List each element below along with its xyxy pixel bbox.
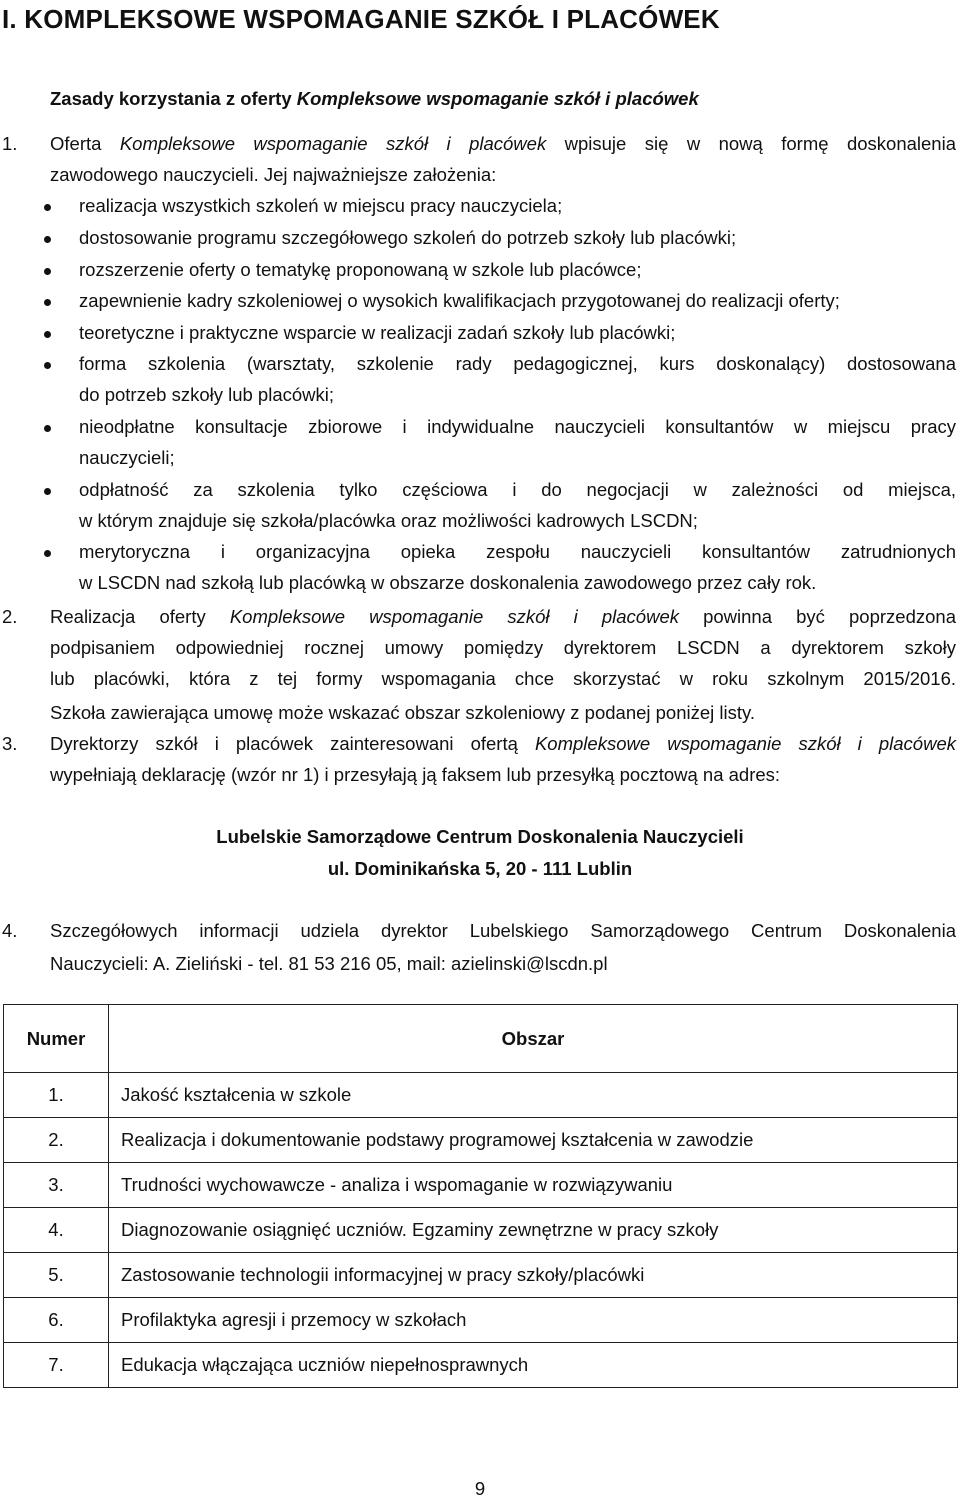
table-row	[4, 1253, 958, 1298]
row-number: 7.	[4, 1343, 109, 1388]
row-number: 2.	[4, 1118, 109, 1163]
item-3-line-1: Dyrektorzy szkół i placówek zainteresowani ofertą Kompleksowe wspomaganie szkół i placówek	[50, 733, 956, 754]
item-4-number: 4.	[2, 920, 18, 941]
row-area: Profilaktyka agresji i przemocy w szkołach	[109, 1298, 958, 1343]
page-number: 9	[474, 1478, 486, 1499]
bullet-item-line: do potrzeb szkoły lub placówki;	[79, 384, 335, 405]
bullet-icon	[44, 425, 51, 432]
bullet-icon	[44, 331, 51, 338]
bullet-item-line: teoretyczne i praktyczne wsparcie w realizacji zadań szkoły lub placówki;	[79, 322, 676, 343]
bullet-item-line: merytoryczna i organizacyjna opieka zespołu nauczycieli konsultantów zatrudnionych	[79, 541, 956, 562]
header-number: Numer	[4, 1005, 109, 1073]
bullet-item-line: forma szkolenia (warsztaty, szkolenie rady pedagogicznej, kurs doskonalący) dostosowana	[79, 353, 956, 374]
bullet-icon	[44, 299, 51, 306]
bullet-item-line: dostosowanie programu szczegółowego szkoleń do potrzeb szkoły lub placówki;	[79, 227, 737, 248]
bullet-item-line: realizacja wszystkich szkoleń w miejscu pracy nauczyciela;	[79, 195, 563, 216]
row-area: Edukacja włączająca uczniów niepełnosprawnych	[109, 1343, 958, 1388]
item-2-number: 2.	[2, 606, 18, 627]
table-row	[4, 1118, 958, 1163]
bullet-icon	[44, 236, 51, 243]
bullet-item-line: nauczycieli;	[79, 447, 175, 468]
bullet-icon	[44, 550, 51, 557]
item-3-line-2: wypełniają deklarację (wzór nr 1) i przesyłają ją faksem lub przesyłką pocztową na adres:	[50, 764, 781, 785]
item-2-line-3: lub placówki, która z tej formy wspomagania chce skorzystać w roku szkolnym 2015/2016.	[50, 668, 956, 689]
item-1-line-1: Oferta Kompleksowe wspomaganie szkół i placówek wpisuje się w nową formę doskonalenia	[50, 133, 956, 154]
item-2-line-1: Realizacja oferty Kompleksowe wspomaganie szkół i placówek powinna być poprzedzona	[50, 606, 956, 627]
row-area: Diagnozowanie osiągnięć uczniów. Egzaminy zewnętrzne w pracy szkoły	[109, 1208, 958, 1253]
bullet-icon	[44, 204, 51, 211]
row-number: 1.	[4, 1073, 109, 1118]
rules-title: Zasady korzystania z oferty Kompleksowe wspomaganie szkół i placówek	[50, 88, 699, 109]
row-area: Zastosowanie technologii informacyjnej w pracy szkoły/placówki	[109, 1253, 958, 1298]
row-area: Trudności wychowawcze - analiza i wspomaganie w rozwiązywaniu	[109, 1163, 958, 1208]
table-row	[4, 1208, 958, 1253]
table-row	[4, 1298, 958, 1343]
bullet-item-line: w którym znajduje się szkoła/placówka oraz możliwości kadrowych LSCDN;	[79, 510, 698, 531]
bullet-icon	[44, 268, 51, 275]
item-1-number: 1.	[2, 133, 18, 154]
table-header-row	[4, 1005, 958, 1073]
item-2-line-2: podpisaniem odpowiedniej rocznej umowy pomiędzy dyrektorem LSCDN a dyrektorem szkoły	[50, 637, 956, 658]
table-row	[4, 1163, 958, 1208]
bullet-item-line: nieodpłatne konsultacje zbiorowe i indywidualne nauczycieli konsultantów w miejscu pracy	[79, 416, 956, 437]
row-number: 6.	[4, 1298, 109, 1343]
bullet-item-line: w LSCDN nad szkołą lub placówką w obszarze doskonalenia zawodowego przez cały rok.	[79, 572, 817, 593]
table-row	[4, 1073, 958, 1118]
item-2-line-4: Szkoła zawierająca umowę może wskazać obszar szkoleniowy z podanej poniżej listy.	[50, 702, 756, 723]
row-area: Realizacja i dokumentowanie podstawy programowej kształcenia w zawodzie	[109, 1118, 958, 1163]
item-4-line-2: Nauczycieli: A. Zieliński - tel. 81 53 216 05, mail: azielinski@lscdn.pl	[50, 953, 608, 974]
bullet-icon	[44, 362, 51, 369]
areas-table	[3, 1004, 958, 1388]
row-number: 5.	[4, 1253, 109, 1298]
row-number: 4.	[4, 1208, 109, 1253]
bullet-icon	[44, 488, 51, 495]
row-area: Jakość kształcenia w szkole	[109, 1073, 958, 1118]
item-1-line-2: zawodowego nauczycieli. Jej najważniejsze założenia:	[50, 164, 497, 185]
address-institution: Lubelskie Samorządowe Centrum Doskonalenia Nauczycieli	[216, 826, 744, 847]
item-4-line-1: Szczegółowych informacji udziela dyrektor Lubelskiego Samorządowego Centrum Doskonalenia	[50, 920, 956, 941]
item-3-number: 3.	[2, 733, 18, 754]
table-row	[4, 1343, 958, 1388]
bullet-item-line: odpłatność za szkolenia tylko częściowa i do negocjacji w zależności od miejsca,	[79, 479, 956, 500]
row-number: 3.	[4, 1163, 109, 1208]
bullet-item-line: zapewnienie kadry szkoleniowej o wysokich kwalifikacjach przygotowanej do realizacji oferty;	[79, 290, 840, 311]
bullet-item-line: rozszerzenie oferty o tematykę proponowaną w szkole lub placówce;	[79, 259, 642, 280]
header-area: Obszar	[109, 1005, 958, 1073]
page-title: I. KOMPLEKSOWE WSPOMAGANIE SZKÓŁ I PLACÓWEK	[2, 4, 720, 34]
address-street: ul. Dominikańska 5, 20 - 111 Lublin	[327, 858, 633, 879]
